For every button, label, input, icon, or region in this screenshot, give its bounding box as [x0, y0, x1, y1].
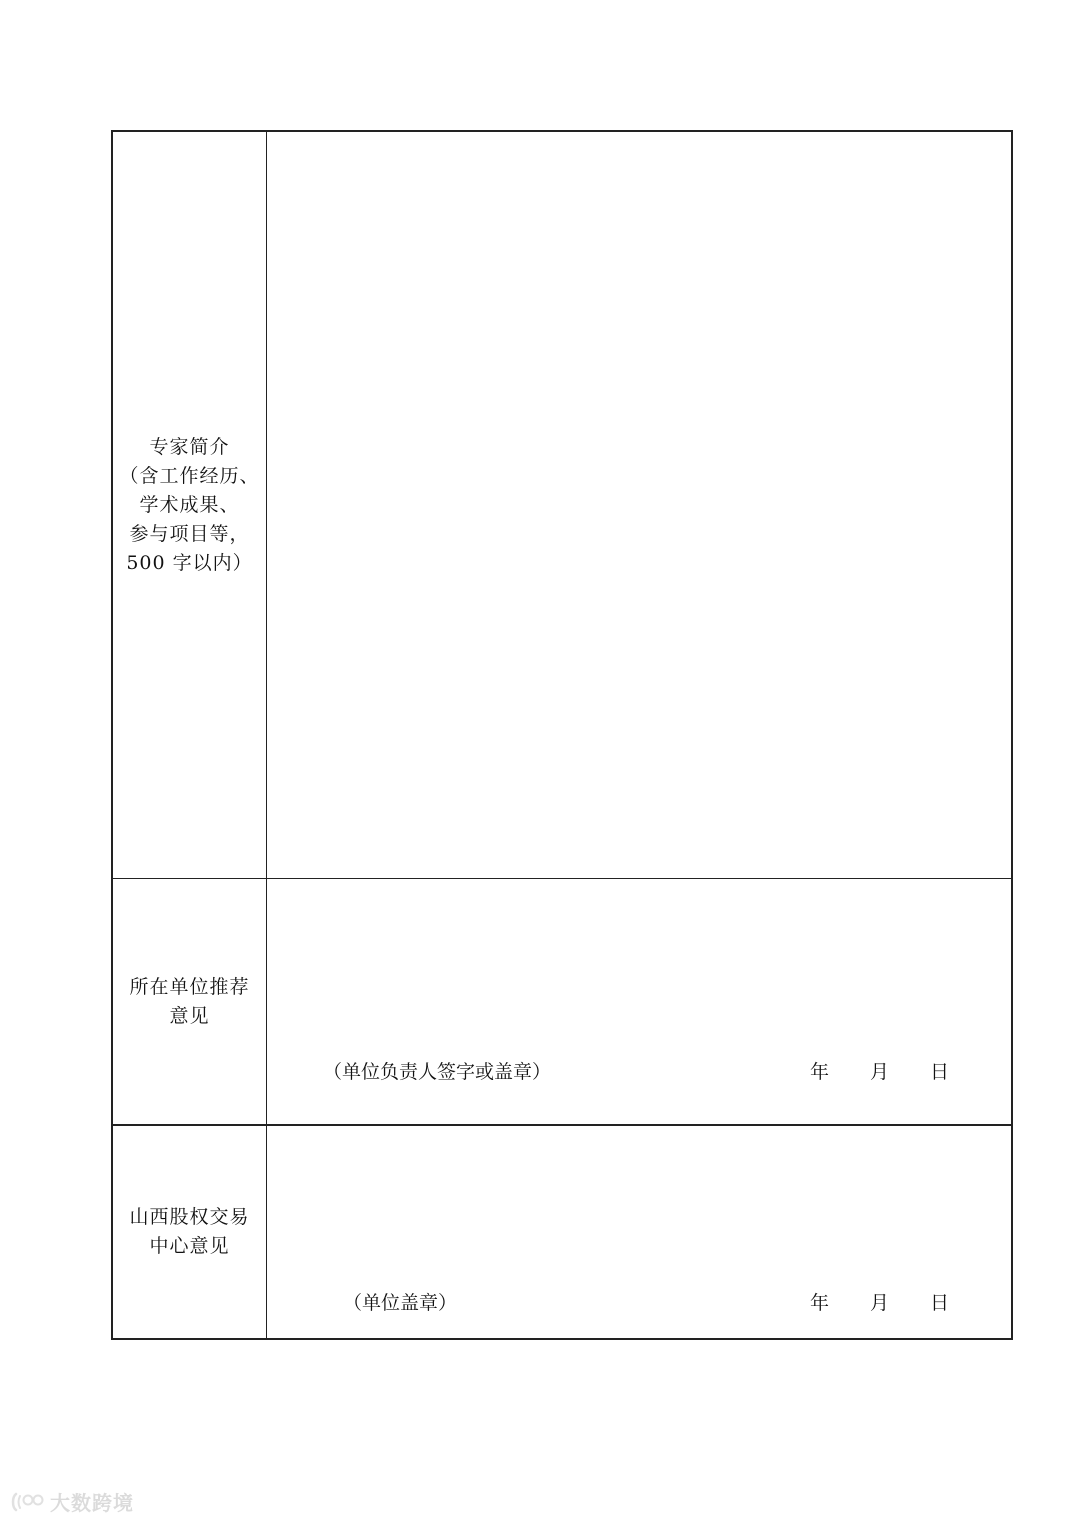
watermark: [10, 1487, 134, 1516]
unit-recommendation-label-cell: [113, 879, 267, 1124]
exchange-center-label-line: 山西股权交易: [129, 1206, 250, 1228]
date-day-label: 日: [930, 1292, 950, 1314]
watermark-text: 大数跨境: [50, 1491, 134, 1515]
expert-intro-label-cell: [113, 132, 267, 878]
expert-intro-row: [113, 132, 1011, 878]
date-month-label: 月: [870, 1292, 890, 1314]
unit-seal-note: （单位盖章）: [343, 1292, 458, 1314]
expert-intro-label-line: （含工作经历、: [119, 464, 260, 487]
expert-intro-field[interactable]: [267, 132, 1011, 878]
exchange-center-label-cell: [113, 1126, 267, 1338]
expert-intro-label-line: 500 字以内）: [126, 551, 253, 574]
expert-intro-label-line: 参与项目等，: [129, 522, 250, 545]
unit-recommendation-label: [129, 973, 249, 1031]
unit-recommendation-row: [113, 878, 1011, 1124]
exchange-center-label-line: 中心意见: [149, 1235, 230, 1257]
date-day-label: 日: [930, 1061, 950, 1083]
exchange-center-opinion-row: [113, 1124, 1011, 1338]
date-year-label: 年: [810, 1292, 830, 1314]
expert-intro-label-line: 学术成果、: [139, 493, 240, 516]
unit-signature-note: （单位负责人签字或盖章）: [323, 1061, 552, 1083]
watermark-logo-icon: [10, 1491, 46, 1513]
date-year-label: 年: [810, 1061, 830, 1083]
date-month-label: 月: [870, 1061, 890, 1083]
expert-application-form-table: [111, 130, 1013, 1340]
exchange-center-label: [129, 1203, 249, 1261]
unit-recommendation-field[interactable]: [267, 879, 1011, 1124]
expert-intro-label-line: 专家简介: [149, 435, 230, 458]
unit-recommendation-label-line: 意见: [169, 1004, 210, 1027]
unit-recommendation-label-line: 所在单位推荐: [129, 975, 250, 998]
expert-intro-label: [119, 433, 259, 578]
exchange-center-opinion-field[interactable]: [267, 1126, 1011, 1338]
